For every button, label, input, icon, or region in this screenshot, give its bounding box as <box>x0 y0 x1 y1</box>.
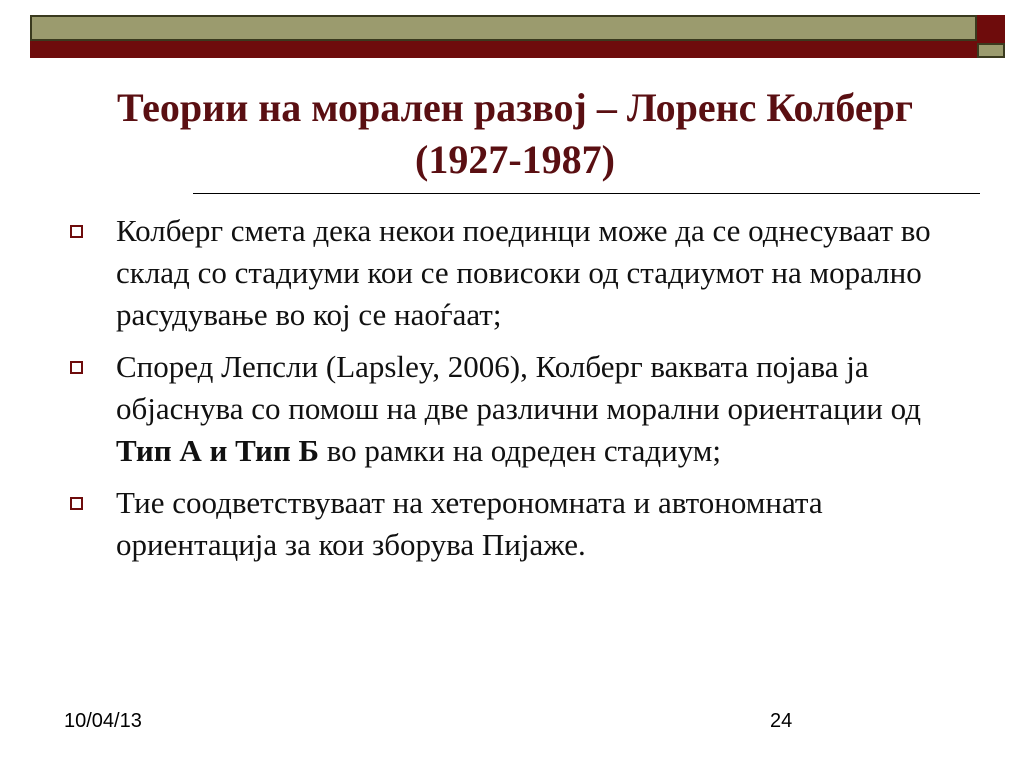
header-decoration-square-olive <box>977 43 1005 58</box>
square-bullet-icon <box>70 225 83 238</box>
slide-title: Теории на морален развој – Лоренс Колберг (1927-1987) <box>117 85 913 182</box>
bullet-list <box>60 210 970 576</box>
title-divider <box>193 193 980 194</box>
header-decoration-square-red <box>977 15 1005 43</box>
bullet-item-1 <box>60 210 970 336</box>
bullet-item-3 <box>60 482 970 566</box>
bullet-text: Тие соодветствуваат на хетерономната и автономната ориентација за кои зборува Пијаже. <box>116 485 823 562</box>
bullet-text-after: во рамки на одреден стадиум; <box>319 433 722 468</box>
header-decoration-stripe <box>30 41 977 58</box>
page-number: 24 <box>770 710 793 732</box>
footer-date: 10/04/13 <box>64 710 142 732</box>
square-bullet-icon <box>70 497 83 510</box>
square-bullet-icon <box>70 361 83 374</box>
bullet-item-2 <box>60 346 970 472</box>
bullet-text: Колберг смета дека некои поединци може да се однесуваат во склад со стадиуми кои се повисоки од стадиумот на морално расудување во кој се наоѓаат; <box>116 213 931 332</box>
header-decoration-bar <box>30 15 977 41</box>
bullet-text-before: Според Лепсли (Lapsley, 2006), Колберг ваквата појава ја објаснува со помош на две различни морални ориентации од <box>116 349 921 426</box>
bullet-text-bold: Тип А и Тип Б <box>116 433 319 468</box>
